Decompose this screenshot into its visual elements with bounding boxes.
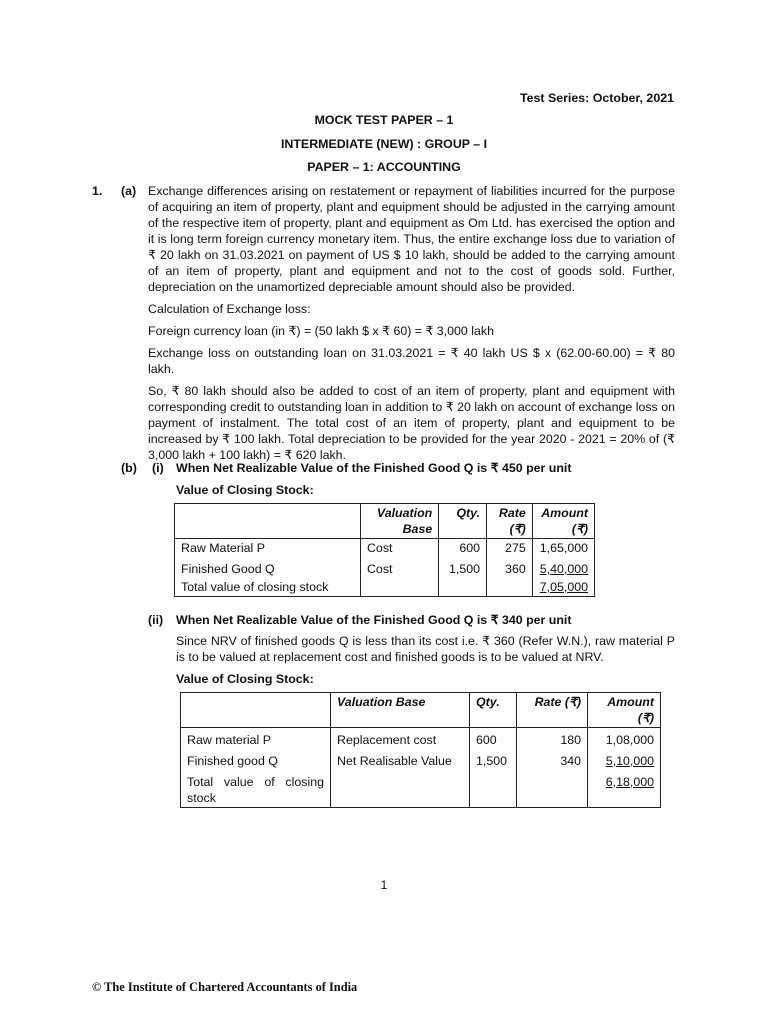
table-header-row <box>181 693 661 728</box>
part-a-paragraph-2: So, ₹ 80 lakh should also be added to cost of an item of property, plant and equipment with corresponding credit to outstanding loan in addition to ₹ 20 lakh on account of exchange loss on payment of instalment. The total cost of an item of property, plant and equipment to be increased by ₹ 100 lakh. Total depreciation to be provided for the year 2020 - 2021 = 20% of (₹ 3,000 lakh + 100 lakh) = ₹ 620 lakh. <box>148 384 675 462</box>
header-rate: Rate (₹) <box>487 504 533 539</box>
cell-item: Total value of closing stock <box>175 578 361 597</box>
cell-total-amount: 6,18,000 <box>588 770 661 808</box>
paper-title: MOCK TEST PAPER – 1 <box>314 113 454 127</box>
cell-amount: 5,10,000 <box>588 749 661 770</box>
header-qty: Qty. <box>439 504 487 539</box>
cell-qty: 1,500 <box>439 557 487 578</box>
header-blank <box>175 504 361 539</box>
header-blank <box>181 693 331 728</box>
cell-base: Cost <box>360 539 438 558</box>
cell-item: Finished Good Q <box>175 557 361 578</box>
closing-stock-table-1 <box>174 503 595 597</box>
part-a-label: (a) <box>121 184 137 198</box>
cell-rate <box>517 770 588 808</box>
table-row <box>175 557 595 578</box>
table-header-row <box>175 504 595 539</box>
cell-item: Total value of closing stock <box>181 770 331 808</box>
cell-base <box>331 770 470 808</box>
subject-title: PAPER – 1: ACCOUNTING <box>307 160 461 174</box>
page-number: 1 <box>380 878 388 892</box>
cell-qty: 600 <box>439 539 487 558</box>
header-amount: Amount (₹) <box>532 504 594 539</box>
part-b-i-heading: When Net Realizable Value of the Finished Good Q is ₹ 450 per unit <box>176 461 572 475</box>
cell-item: Finished good Q <box>181 749 331 770</box>
cell-base: Net Realisable Value <box>331 749 470 770</box>
question-number: 1. <box>92 184 103 198</box>
header-valuation-base: Valuation Base <box>360 504 438 539</box>
part-b-ii-heading: When Net Realizable Value of the Finished Good Q is ₹ 340 per unit <box>176 613 572 627</box>
header-valuation-base: Valuation Base <box>331 693 470 728</box>
cell-rate: 360 <box>487 557 533 578</box>
cell-base: Cost <box>360 557 438 578</box>
cell-base: Replacement cost <box>331 728 470 750</box>
table-row <box>181 749 661 770</box>
table-row <box>175 539 595 558</box>
part-b-ii-paragraph: Since NRV of finished goods Q is less than its cost i.e. ₹ 360 (Refer W.N.), raw material P is to be valued at replacement cost and finished goods is to be valued at NRV. <box>176 634 675 664</box>
table-total-row <box>175 578 595 597</box>
cell-qty <box>470 770 517 808</box>
table-2-title: Value of Closing Stock: <box>176 672 314 686</box>
cell-item: Raw material P <box>181 728 331 750</box>
cell-rate <box>487 578 533 597</box>
group-title: INTERMEDIATE (NEW) : GROUP – I <box>280 137 488 151</box>
cell-total-amount: 7,05,000 <box>532 578 594 597</box>
cell-item: Raw Material P <box>175 539 361 558</box>
exchange-loss-calc-1: Foreign currency loan (in ₹) = (50 lakh $ x ₹ 60) = ₹ 3,000 lakh <box>148 324 494 338</box>
cell-rate: 275 <box>487 539 533 558</box>
cell-rate: 340 <box>517 749 588 770</box>
part-b-i-label: (i) <box>152 461 164 475</box>
header-rate: Rate (₹) <box>517 693 588 728</box>
part-a-paragraph-1: Exchange differences arising on restatement or repayment of liabilities incurred for the purpose of acquiring an item of property, plant and equipment should be adjusted in the carrying amount of the respective item of property, plant and equipment as Om Ltd. has exercised the option and it is long term foreign currency monetary item. Thus, the entire exchange loss due to variation of ₹ 20 lakh on 31.03.2021 on payment of US $ 10 lakh, should be added to the carrying amount of an item of property, plant and equipment and not to the cost of goods sold. Further, depreciation on the unamortized depreciable amount should also be provided. <box>148 184 675 294</box>
cell-amount: 5,40,000 <box>532 557 594 578</box>
header-qty: Qty. <box>470 693 517 728</box>
footer-copyright: © The Institute of Chartered Accountants of India <box>92 980 358 994</box>
cell-base <box>360 578 438 597</box>
part-b-ii-label: (ii) <box>148 613 164 627</box>
cell-qty: 1,500 <box>470 749 517 770</box>
table-1-title: Value of Closing Stock: <box>176 483 314 497</box>
table-row <box>181 728 661 750</box>
table-total-row <box>181 770 661 808</box>
header-amount: Amount (₹) <box>588 693 661 728</box>
part-b-label: (b) <box>121 461 137 475</box>
cell-amount: 1,65,000 <box>532 539 594 558</box>
closing-stock-table-2 <box>180 692 661 808</box>
cell-rate: 180 <box>517 728 588 750</box>
cell-qty: 600 <box>470 728 517 750</box>
cell-amount: 1,08,000 <box>588 728 661 750</box>
exchange-loss-calc-2: Exchange loss on outstanding loan on 31.03.2021 = ₹ 40 lakh US $ x (62.00-60.00) = ₹ 80 lakh. <box>148 346 675 376</box>
test-series-label: Test Series: October, 2021 <box>519 91 674 105</box>
part-a-body <box>148 183 675 469</box>
exchange-loss-calc-title: Calculation of Exchange loss: <box>148 302 311 316</box>
cell-qty <box>439 578 487 597</box>
